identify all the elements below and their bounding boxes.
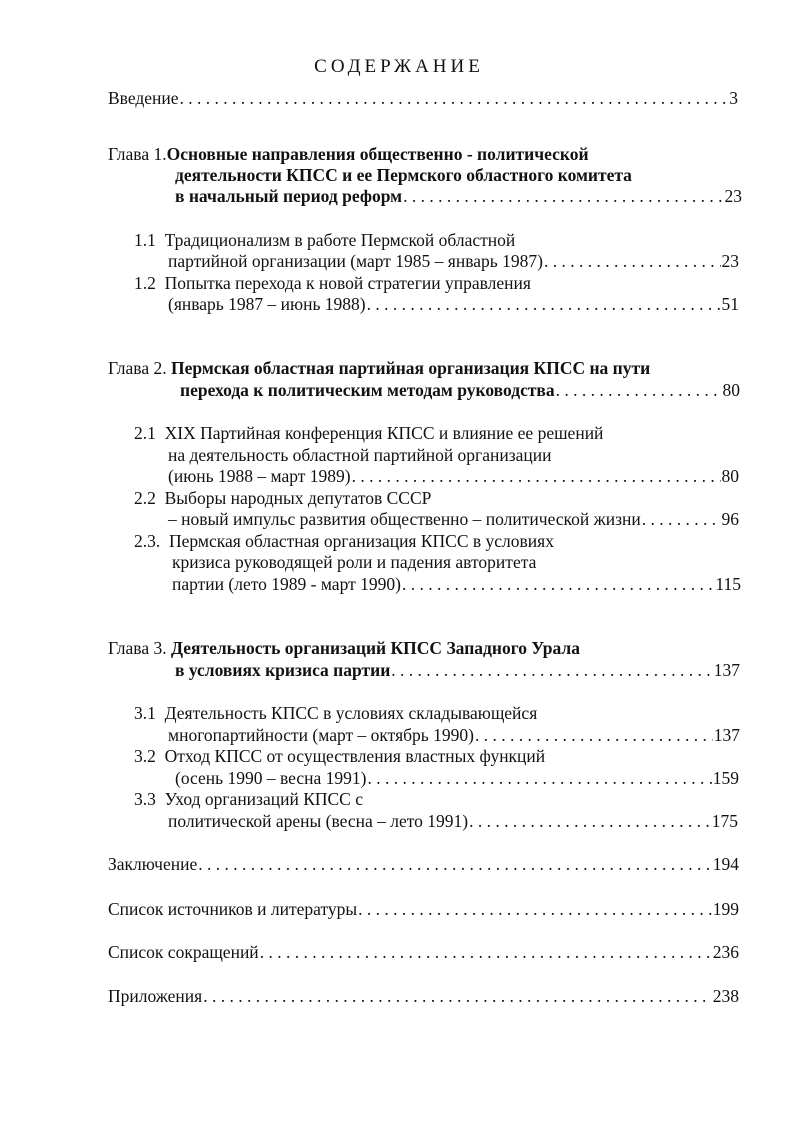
leader-dots (203, 985, 712, 1007)
toc-page: 137 (713, 725, 740, 745)
toc-page: 23 (724, 186, 742, 206)
section-title-line2: партийной организации (март 1985 – январь 1987) (168, 251, 543, 271)
section-title-line3: (июнь 1988 – март 1989) (168, 466, 351, 486)
section-3-2-line1 (134, 745, 545, 767)
leader-dots (544, 250, 721, 272)
section-number: 1.1 (134, 230, 156, 250)
toc-page: 236 (712, 942, 739, 962)
section-2-3-line3 (172, 573, 741, 595)
section-title-line2: многопартийности (март – октябрь 1990) (168, 725, 474, 745)
toc-entry-sources (108, 898, 739, 920)
section-number: 2.1 (134, 423, 156, 443)
chapter-title-line2: перехода к политическим методам руководства (180, 380, 555, 400)
section-1-2-line1 (134, 272, 531, 294)
section-title-line2: – новый импульс развития общественно – политической жизни (168, 509, 641, 529)
section-3-3-line2 (168, 810, 738, 832)
section-3-2-line2 (175, 767, 739, 789)
toc-label: Заключение (108, 854, 198, 874)
section-2-3-line1 (134, 530, 554, 552)
section-2-2-line2 (168, 508, 739, 530)
section-3-1-line2 (168, 724, 740, 746)
leader-dots (367, 767, 711, 789)
section-3-1-line1 (134, 702, 537, 724)
toc-page: 3 (729, 88, 738, 108)
section-title-line1: Деятельность КПСС в условиях складывающейся (164, 703, 538, 723)
toc-label: Список сокращений (108, 942, 259, 962)
toc-page: 80 (721, 466, 739, 486)
section-title-line1: Уход организаций КПСС с (164, 789, 363, 809)
chapter-title-line2: деятельности КПСС и ее Пермского областного комитета (175, 165, 632, 185)
chapter-3-heading-line1 (108, 637, 580, 659)
section-title-line1: Пермская областная организация КПСС в условиях (169, 531, 554, 551)
page-title: СОДЕРЖАНИЕ (314, 56, 484, 77)
section-2-3-line2 (172, 551, 536, 573)
leader-dots (402, 573, 714, 595)
toc-page: 199 (712, 899, 739, 919)
section-2-2-line1 (134, 487, 431, 509)
toc-label: Список источников и литературы (108, 899, 358, 919)
section-number: 3.2 (134, 746, 156, 766)
section-title-line2: политической арены (весна – лето 1991) (168, 811, 469, 831)
leader-dots (403, 185, 723, 207)
chapter-3-heading-line2 (175, 659, 740, 681)
section-2-1-line3 (168, 465, 739, 487)
toc-page: 159 (712, 768, 739, 788)
section-number: 3.3 (134, 789, 156, 809)
chapter-1-heading-line2 (175, 164, 632, 186)
section-title-line2: (январь 1987 – июнь 1988) (168, 294, 366, 314)
toc-page: 137 (713, 660, 740, 680)
chapter-title-line1: Деятельность организаций КПСС Западного Урала (170, 638, 580, 658)
section-3-3-line1 (134, 788, 363, 810)
chapter-title-line2: в условиях кризиса партии (175, 660, 391, 680)
chapter-prefix: Глава 2. (108, 358, 167, 378)
toc-entry-intro (108, 87, 738, 109)
section-1-2-line2 (168, 293, 739, 315)
leader-dots (260, 941, 712, 963)
toc-entry-appendix (108, 985, 739, 1007)
leader-dots (469, 810, 711, 832)
chapter-1-heading-line1 (108, 143, 589, 165)
toc-page: 51 (721, 294, 739, 314)
section-1-1-line2 (168, 250, 739, 272)
toc-page: 96 (721, 509, 739, 529)
section-2-1-line1 (134, 422, 603, 444)
leader-dots (556, 379, 722, 401)
chapter-prefix: Глава 1. (108, 144, 167, 164)
section-1-1-line1 (134, 229, 515, 251)
toc-page: 23 (721, 251, 739, 271)
section-title-line2: кризиса руководящей роли и падения авторитета (172, 552, 537, 572)
chapter-title-line3: в начальный период реформ (175, 186, 403, 206)
section-title-line1: Традиционализм в работе Пермской областной (164, 230, 516, 250)
toc-page: 175 (711, 811, 738, 831)
leader-dots (475, 724, 713, 746)
chapter-1-heading-line3 (175, 185, 742, 207)
toc-page: 238 (712, 986, 739, 1006)
toc-entry-abbreviations (108, 941, 739, 963)
toc-label: Приложения (108, 986, 203, 1006)
section-title-line3: партии (лето 1989 - март 1990) (172, 574, 401, 594)
chapter-title-line1: Пермская областная партийная организация КПСС на пути (170, 358, 651, 378)
section-title-line2: (осень 1990 – весна 1991) (175, 768, 367, 788)
leader-dots (358, 898, 712, 920)
leader-dots (642, 508, 721, 530)
section-number: 2.3. (134, 531, 161, 551)
leader-dots (180, 87, 729, 109)
section-title-line1: Отход КПСС от осуществления властных функций (164, 746, 546, 766)
section-title-line1: XIX Партийная конференция КПСС и влияние ее решений (164, 423, 604, 443)
chapter-2-heading-line1 (108, 357, 650, 379)
section-2-1-line2 (168, 444, 552, 466)
chapter-title-line1: Основные направления общественно - политической (166, 144, 589, 164)
chapter-prefix: Глава 3. (108, 638, 167, 658)
section-number: 3.1 (134, 703, 156, 723)
section-title-line1: Выборы народных депутатов СССР (164, 488, 432, 508)
toc-page: 80 (722, 380, 740, 400)
leader-dots (198, 853, 712, 875)
leader-dots (367, 293, 721, 315)
toc-entry-conclusion (108, 853, 739, 875)
toc-label: Введение (108, 88, 179, 108)
toc-page: 115 (715, 574, 741, 594)
chapter-2-heading-line2 (180, 379, 740, 401)
section-number: 1.2 (134, 273, 156, 293)
leader-dots (391, 659, 712, 681)
section-title-line1: Попытка перехода к новой стратегии управления (164, 273, 531, 293)
leader-dots (352, 465, 721, 487)
section-number: 2.2 (134, 488, 156, 508)
toc-page: 194 (712, 854, 739, 874)
section-title-line2: на деятельность областной партийной организации (168, 445, 552, 465)
